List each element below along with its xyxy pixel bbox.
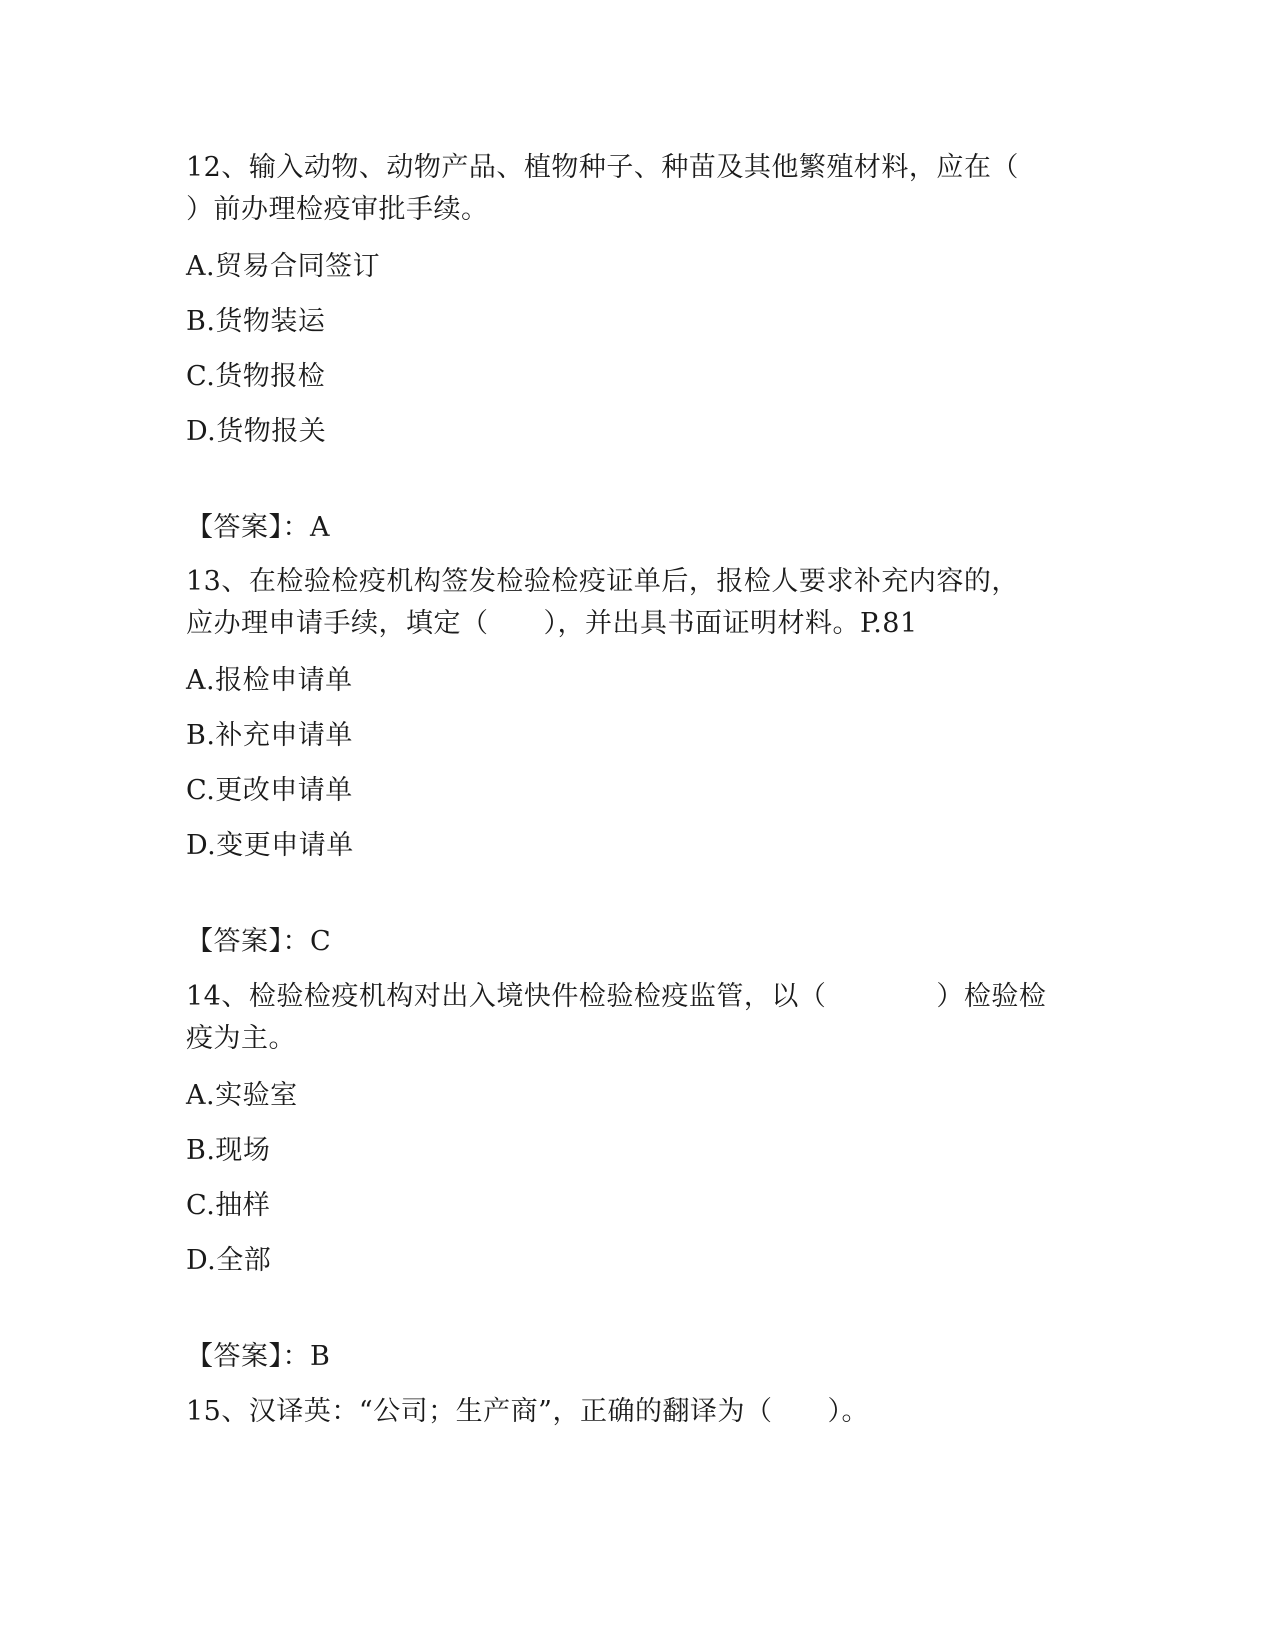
- question-14-option-c: C.抽样: [186, 1190, 271, 1221]
- question-12-option-c: C.货物报检: [186, 361, 326, 392]
- question-13-answer: 【答案】：C: [186, 926, 332, 957]
- question-12-option-b: B.货物装运: [186, 306, 326, 337]
- question-12-stem-line-1: 12、输入动物、动物产品、植物种子、种苗及其他繁殖材料，应在（: [186, 152, 1019, 183]
- question-14-stem-line-1: 14、检验检疫机构对出入境快件检验检疫监管，以（ ）检验检: [186, 981, 1047, 1012]
- question-14-stem-line-2: 疫为主。: [186, 1023, 296, 1054]
- question-12-answer: 【答案】：A: [186, 512, 330, 543]
- question-12-stem-line-2: ）前办理检疫审批手续。: [186, 194, 489, 225]
- question-13-stem-line-1: 13、在检验检疫机构签发检验检疫证单后，报检人要求补充内容的，: [186, 566, 1019, 597]
- question-12-option-d: D.货物报关: [186, 416, 327, 447]
- question-13-stem-line-2: 应办理申请手续，填定（ ），并出具书面证明材料。P.81: [186, 608, 918, 639]
- question-13-option-d: D.变更申请单: [186, 830, 354, 861]
- question-15-stem-line-1: 15、汉译英：“公司；生产商”，正确的翻译为（ ）。: [186, 1396, 869, 1427]
- question-13-option-a: A.报检申请单: [186, 665, 353, 696]
- question-14-option-b: B.现场: [186, 1135, 271, 1166]
- question-14-option-d: D.全部: [186, 1245, 272, 1276]
- question-14-answer: 【答案】：B: [186, 1341, 331, 1372]
- question-13-option-b: B.补充申请单: [186, 720, 353, 751]
- question-13-option-c: C.更改申请单: [186, 775, 353, 806]
- question-14-option-a: A.实验室: [186, 1080, 298, 1111]
- question-12-option-a: A.贸易合同签订: [186, 251, 381, 282]
